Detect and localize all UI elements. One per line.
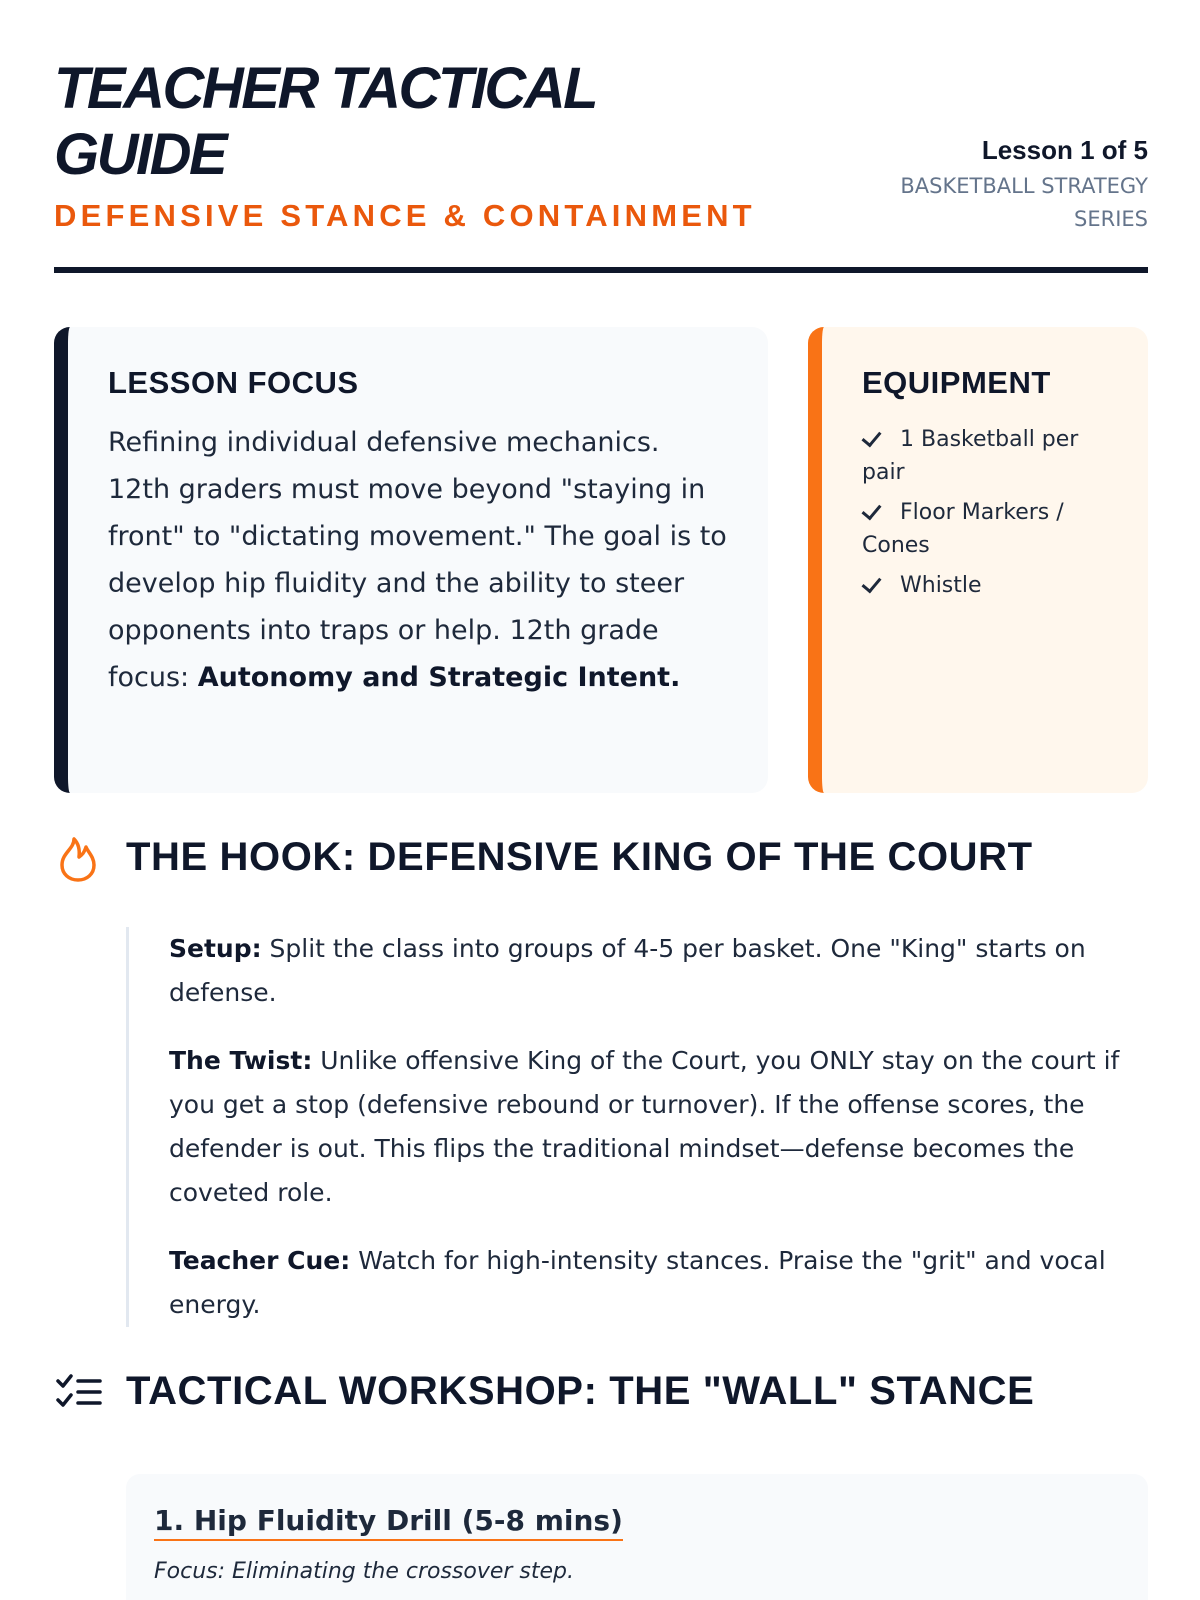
lesson-meta — [848, 134, 1148, 236]
hook-cue — [169, 1239, 1148, 1327]
lesson-focus-title: LESSON FOCUS — [108, 365, 359, 400]
hook-setup-text: Split the class into groups of 4-5 per basket. One "King" starts on defense. — [169, 934, 1086, 1007]
series-name: BASKETBALL STRATEGY SERIES — [900, 174, 1148, 231]
workshop-section-heading — [54, 1367, 1148, 1417]
check-icon — [862, 503, 884, 517]
workshop-title: TACTICAL WORKSHOP: THE "WALL" STANCE — [126, 1369, 1035, 1413]
hook-title: THE HOOK: DEFENSIVE KING OF THE COURT — [126, 835, 1033, 879]
lesson-page — [54, 0, 1148, 1600]
hook-setup — [169, 927, 1148, 1015]
hook-body — [126, 927, 1148, 1327]
equipment-item-label: 1 Basketball per pair — [862, 427, 1079, 485]
hook-twist-text: Unlike offensive King of the Court, you ONLY stay on the court if you get a stop (defensive rebound or turnover). If the offense scores, the defender is out. This flips the traditional mindset—defense becomes the coveted role. — [169, 1046, 1120, 1207]
equipment-item — [862, 569, 1118, 602]
check-icon — [862, 576, 884, 590]
lesson-number: Lesson 1 of 5 — [981, 135, 1148, 165]
equipment-item — [862, 496, 1118, 562]
hook-setup-label: Setup: — [169, 934, 262, 963]
equipment-item — [862, 423, 1118, 489]
hook-cue-text: Watch for high-intensity stances. Praise the "grit" and vocal energy. — [169, 1246, 1106, 1319]
equipment-list — [862, 423, 1118, 602]
equipment-card — [808, 327, 1148, 793]
hook-twist — [169, 1039, 1148, 1215]
equipment-item-label: Floor Markers / Cones — [862, 500, 1064, 558]
check-icon — [862, 430, 884, 444]
hook-cue-label: Teacher Cue: — [169, 1246, 351, 1275]
lesson-focus-emphasis: Autonomy and Strategic Intent. — [197, 662, 681, 693]
page-subtitle: DEFENSIVE STANCE & CONTAINMENT — [54, 198, 756, 233]
header-divider — [54, 267, 1148, 273]
lesson-focus-card — [54, 327, 768, 793]
equipment-item-label: Whistle — [900, 573, 982, 598]
lesson-focus-body: Refining individual defensive mechanics. 12th graders must move beyond "staying in front" to "dictating movement." The goal is to develop hip fluidity and the ability to steer opponents into traps or help. 12th grade focus: — [108, 427, 727, 693]
hook-section-heading — [54, 833, 1148, 883]
lesson-focus-text — [108, 419, 728, 701]
hook-twist-label: The Twist: — [169, 1046, 313, 1075]
equipment-title: EQUIPMENT — [862, 365, 1051, 400]
drill-card — [126, 1474, 1148, 1600]
page-title: TEACHER TACTICAL GUIDE — [54, 56, 596, 187]
drill-title: 1. Hip Fluidity Drill (5-8 mins) — [154, 1504, 623, 1541]
drill-focus: Focus: Eliminating the crossover step. — [154, 1559, 575, 1584]
checklist-icon — [54, 1367, 102, 1417]
flame-icon — [54, 833, 102, 883]
